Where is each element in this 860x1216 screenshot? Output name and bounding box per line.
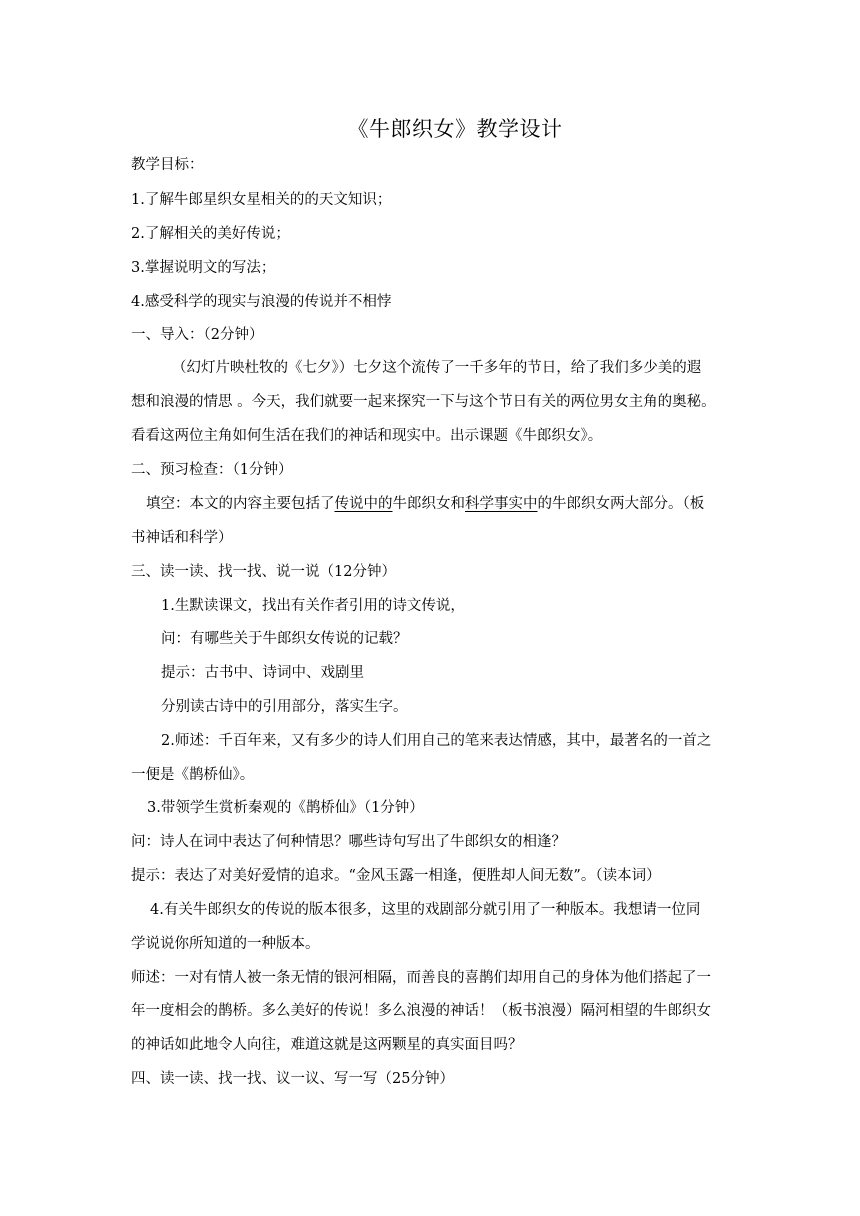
step-line: 问：诗人在词中表达了何种情思？哪些诗句写出了牛郎织女的相逢？ (131, 834, 566, 850)
fill-text: 填空：本文的内容主要包括了 (146, 496, 335, 512)
section-heading: 一、导入：（2分钟） (131, 327, 264, 343)
goal-item: 1.了解牛郎星织女星相关的的天文知识； (131, 192, 392, 208)
goal-item: 4.感受科学的现实与浪漫的传说并不相悖 (131, 294, 392, 310)
step-line: 的神话如此地令人向往，难道这就是这两颗星的真实面目吗？ (131, 1037, 523, 1053)
section-heading: 二、预习检查：（1分钟） (131, 462, 293, 478)
goal-item: 2.了解相关的美好传说； (131, 226, 290, 242)
step-line: 学说说你所知道的一种版本。 (131, 936, 320, 952)
fill-in-line: 书神话和科学） (131, 530, 233, 546)
step-line: 1.生默读课文，找出有关作者引用的诗文传说， (161, 598, 465, 614)
intro-paragraph-line: 想和浪漫的情思 。今天，我们就要一起来探究一下与这个节日有关的两位男女主角的奥秘。 (131, 394, 716, 410)
step-line: 3.带领学生赏析秦观的《鹊桥仙》（1分钟） (147, 800, 424, 816)
step-line: 年一度相会的鹊桥。多么美好的传说！多么浪漫的神话！（板书浪漫）隔河相望的牛郎织女 (131, 1003, 711, 1019)
intro-paragraph-line: （幻灯片映杜牧的《七夕》）七夕这个流传了一千多年的节日，给了我们多少美的遐 (172, 360, 702, 376)
section-heading: 三、读一读、找一找、说一说（12分钟） (131, 564, 396, 580)
step-line: 问：有哪些关于牛郎织女传说的记载？ (161, 631, 408, 647)
fill-text: 的牛郎织女两大部分。（板 (537, 496, 705, 512)
underlined-answer: 传说中的 (334, 496, 393, 512)
section-heading: 四、读一读、找一找、议一议、写一写（25分钟） (131, 1071, 454, 1087)
goals-heading: 教学目标： (131, 157, 204, 173)
document-title: 《牛郎织女》教学设计 (347, 117, 563, 141)
step-line: 师述：一对有情人被一条无情的银河相隔，而善良的喜鹊们却用自己的身体为他们搭起了一 (131, 970, 711, 986)
intro-paragraph-line: 看看这两位主角如何生活在我们的神话和现实中。出示课题《牛郎织女》。 (131, 428, 603, 444)
step-line: 一便是《鹊桥仙》。 (131, 767, 255, 783)
underlined-answer: 科学事实中 (465, 496, 538, 512)
goal-item: 3.掌握说明文的写法； (131, 260, 276, 276)
fill-in-line (146, 497, 704, 512)
step-line: 4.有关牛郎织女的传说的版本很多，这里的戏剧部分就引用了一种版本。我想请一位同 (150, 902, 701, 918)
step-line: 提示：表达了对美好爱情的追求。“金风玉露一相逢，便胜却人间无数”。（读本词） (131, 868, 661, 884)
step-line: 2.师述：千百年来，又有多少的诗人们用自己的笔来表达情感，其中，最著名的一首之 (161, 733, 712, 749)
fill-text: 牛郎织女和 (392, 496, 465, 512)
step-line: 提示：古书中、诗词中、戏剧里 (161, 665, 364, 681)
step-line: 分别读古诗中的引用部分，落实生字。 (161, 699, 408, 715)
